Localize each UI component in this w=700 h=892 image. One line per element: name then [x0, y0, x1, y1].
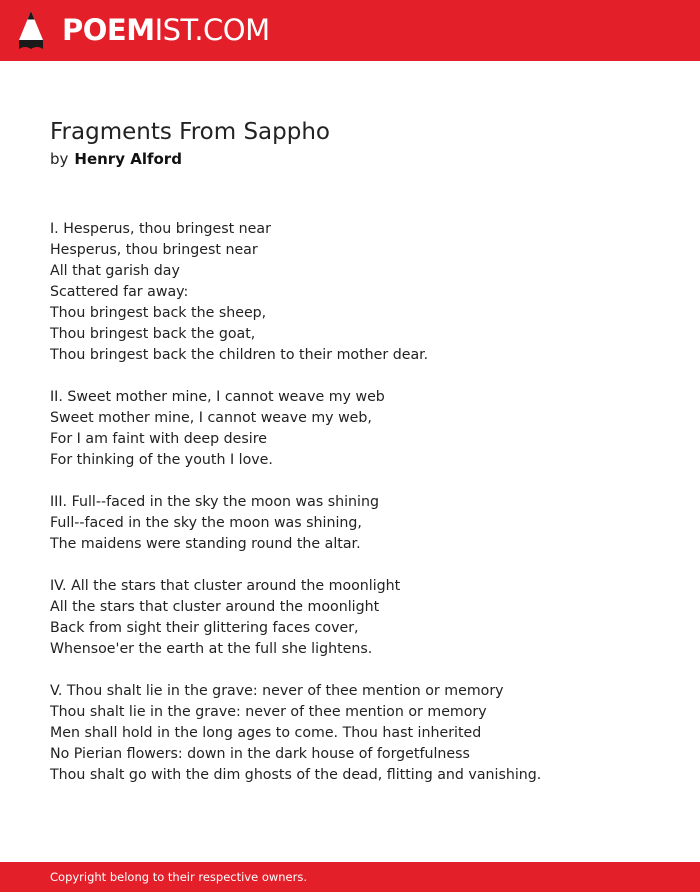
poem-line: Full--faced in the sky the moon was shining,: [50, 515, 362, 531]
site-logo[interactable]: [62, 13, 270, 47]
poem-line: Back from sight their glittering faces cover,: [50, 620, 359, 636]
poem-line: III. Full--faced in the sky the moon was shining: [50, 494, 379, 510]
poem-line: Thou bringest back the children to their mother dear.: [50, 347, 429, 363]
pencil-icon: [18, 10, 44, 51]
poem-line: For thinking of the youth I love.: [50, 452, 273, 468]
poem-line: II. Sweet mother mine, I cannot weave my web: [50, 389, 385, 405]
poem-line: Whensoe'er the earth at the full she lightens.: [50, 641, 373, 657]
footer-bar: [0, 862, 700, 892]
poem-line: Thou bringest back the goat,: [50, 326, 256, 342]
poem-line: Hesperus, thou bringest near: [50, 242, 258, 258]
author-name: Henry Alford: [74, 150, 182, 168]
poem-title: Fragments From Sappho: [50, 119, 330, 145]
poem-line: Thou shalt go with the dim ghosts of the dead, flitting and vanishing.: [50, 767, 542, 783]
poem-line: IV. All the stars that cluster around the moonlight: [50, 578, 401, 594]
poem-line: Thou shalt lie in the grave: never of thee mention or memory: [50, 704, 487, 720]
stanza: [50, 219, 670, 366]
logo-text-bold: POEM: [62, 13, 155, 47]
poem-line: Thou bringest back the sheep,: [50, 305, 267, 321]
poem-line: All the stars that cluster around the moonlight: [50, 599, 380, 615]
copyright-notice: Copyright belong to their respective owners.: [50, 870, 308, 884]
stanza: [50, 681, 670, 786]
poem-line: All that garish day: [50, 263, 180, 279]
byline: [50, 148, 182, 170]
stanza: [50, 387, 670, 471]
by-label: by: [50, 150, 69, 168]
poem-line: V. Thou shalt lie in the grave: never of thee mention or memory: [50, 683, 504, 699]
poem-line: Men shall hold in the long ages to come. Thou hast inherited: [50, 725, 482, 741]
poem-line: The maidens were standing round the altar.: [50, 536, 361, 552]
poem-body: [50, 219, 670, 807]
poem-line: I. Hesperus, thou bringest near: [50, 221, 271, 237]
poem-line: Scattered far away:: [50, 284, 189, 300]
poem-line: No Pierian flowers: down in the dark house of forgetfulness: [50, 746, 470, 762]
stanza: [50, 576, 670, 660]
poem-line: Sweet mother mine, I cannot weave my web,: [50, 410, 372, 426]
poem-line: For I am faint with deep desire: [50, 431, 267, 447]
header-bar: [0, 0, 700, 61]
stanza: [50, 492, 670, 555]
logo-text-light: IST.COM: [154, 13, 270, 47]
